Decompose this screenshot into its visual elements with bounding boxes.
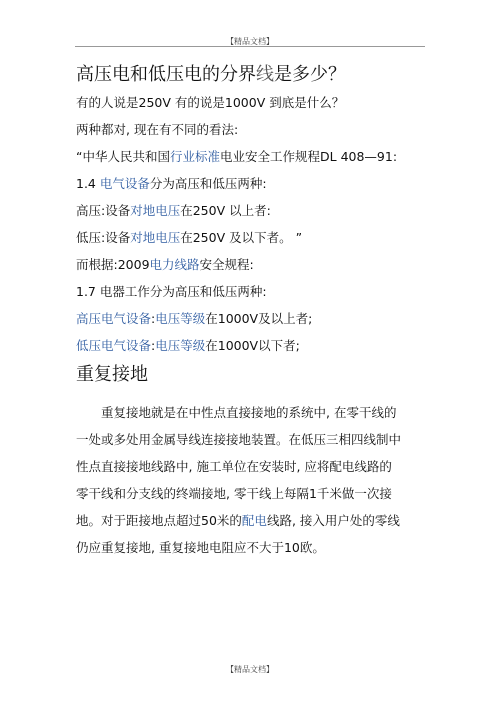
line-7-a: 而根据:2009 bbox=[76, 257, 150, 272]
line-4-c: 分为高压和低压两种: bbox=[149, 176, 267, 191]
line-9-b: : bbox=[151, 311, 156, 326]
line-2: 两种都对, 现在有不同的看法: bbox=[76, 122, 239, 137]
title-part-2: 线 bbox=[256, 64, 274, 85]
title-part-1: 高压电和低压电的分界 bbox=[76, 64, 256, 85]
line-6-b: 对地电压 bbox=[130, 230, 181, 245]
line-9 bbox=[76, 311, 312, 327]
section-title: 重复接地 bbox=[76, 364, 148, 385]
document-title bbox=[76, 64, 346, 86]
line-9-c: 电压等级 bbox=[155, 311, 206, 326]
paragraph-line-1: 重复接地就是在中性点直接接地的系统中, 在零干线的 bbox=[76, 405, 397, 420]
line-4 bbox=[76, 176, 267, 192]
paragraph-line-3: 性点直接接地线路中, 施工单位在安装时, 应将配电线路的 bbox=[76, 459, 392, 474]
line-4-a: 1.4 bbox=[76, 176, 100, 191]
line-7 bbox=[76, 257, 254, 273]
line-10-c: 电压等级 bbox=[155, 338, 206, 353]
line-4-b: 电气设备 bbox=[99, 176, 150, 191]
paragraph-line-5-a: 地。对于距接地点超过50米的 bbox=[76, 513, 242, 528]
line-10-a: 低压电气设备 bbox=[76, 338, 152, 353]
line-5 bbox=[76, 203, 271, 219]
line-8: 1.7 电器工作分为高压和低压两种: bbox=[76, 284, 267, 299]
paragraph-line-6: 仍应重复接地, 重复接地电阻应不大于10欧。 bbox=[76, 540, 325, 555]
line-5-b: 对地电压 bbox=[130, 203, 181, 218]
line-3 bbox=[76, 149, 397, 165]
line-6-a: 低压:设备 bbox=[76, 230, 131, 245]
paragraph-line-5-b: 配电 bbox=[241, 513, 267, 528]
paragraph-line-4: 零干线和分支线的终端接地, 零干线上每隔1千米做一次接 bbox=[76, 486, 392, 501]
line-6 bbox=[76, 230, 302, 246]
paragraph-line-5 bbox=[76, 513, 400, 529]
header-tag: 【精品文档】 bbox=[226, 37, 274, 46]
line-1: 有的人说是250V 有的说是1000V 到底是什么？ bbox=[76, 95, 345, 110]
line-3-c: 电业安全工作规程DL 408—91: bbox=[220, 149, 398, 164]
line-5-c: 在250V 以上者: bbox=[180, 203, 271, 218]
line-7-c: 安全规程: bbox=[199, 257, 254, 272]
footer-tag: 【精品文档】 bbox=[226, 665, 274, 674]
title-part-3: 是多少？ bbox=[274, 64, 346, 85]
line-9-d: 在1000V及以上者; bbox=[205, 311, 313, 326]
line-3-a: “中华人民共和国 bbox=[76, 149, 170, 164]
line-3-b: 行业标准 bbox=[169, 149, 220, 164]
paragraph-line-5-c: 线路, 接入用户处的零线 bbox=[266, 513, 400, 528]
line-10-d: 在1000V以下者; bbox=[205, 338, 300, 353]
line-7-b: 电力线路 bbox=[149, 257, 200, 272]
line-10 bbox=[76, 338, 300, 354]
header-rule bbox=[75, 46, 425, 47]
line-5-a: 高压:设备 bbox=[76, 203, 131, 218]
line-6-c: 在250V 及以下者。 ” bbox=[180, 230, 303, 245]
line-9-a: 高压电气设备 bbox=[76, 311, 152, 326]
paragraph-line-2: 一处或多处用金属导线连接接地装置。在低压三相四线制中 bbox=[76, 432, 402, 447]
line-10-b: : bbox=[151, 338, 156, 353]
